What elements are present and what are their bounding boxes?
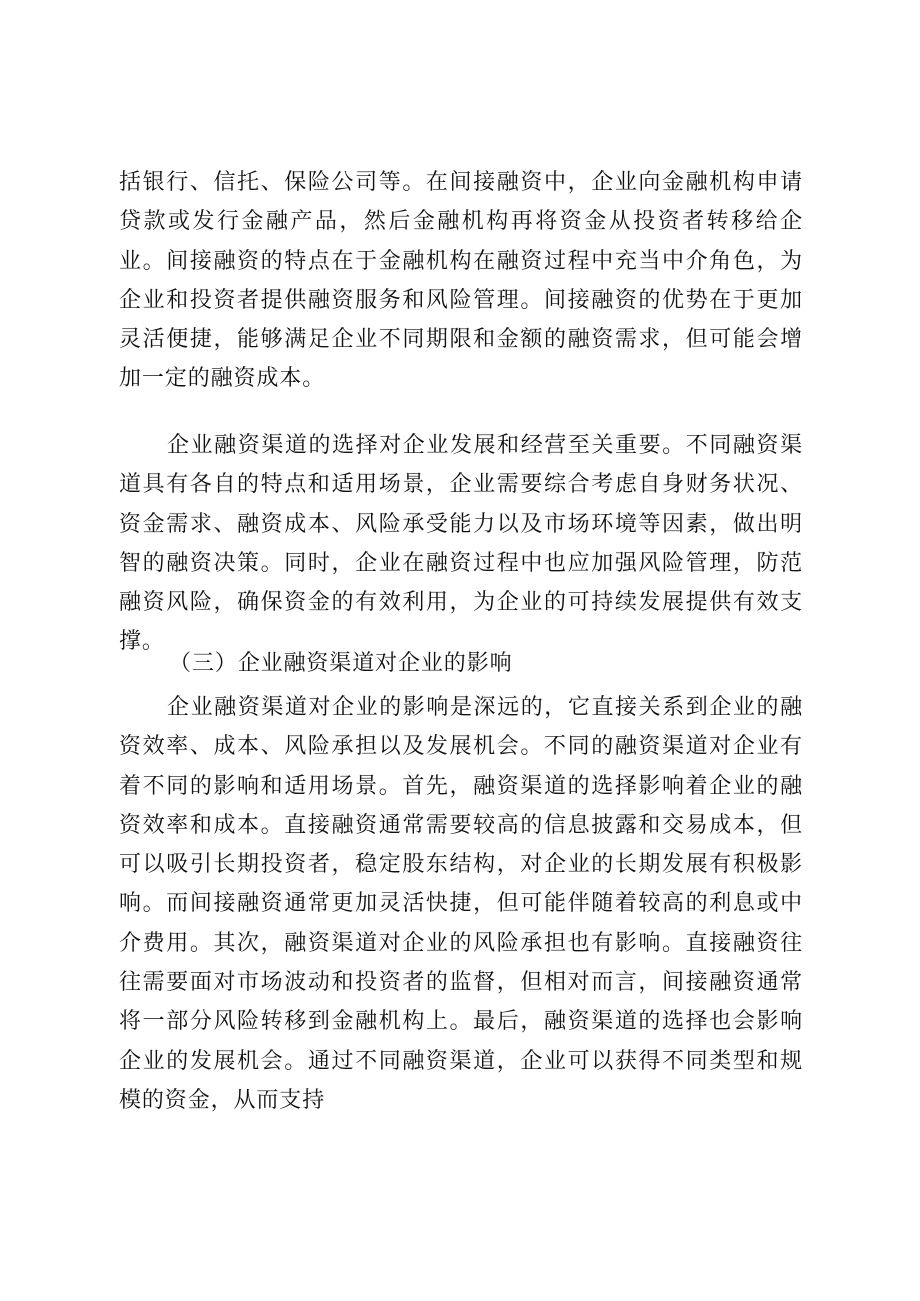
paragraph-channel-selection bbox=[119, 426, 803, 662]
section-heading-block bbox=[119, 644, 803, 683]
paragraph-text: 企业融资渠道的选择对企业发展和经营至关重要。不同融资渠道具有各自的特点和适用场景，企业需要综合考虑自身财务状况、资金需求、融资成本、风险承受能力以及市场环境等因素，做出明智的融资决策。同时，企业在融资过程中也应加强风险管理，防范融资风险，确保资金的有效利用，为企业的可持续发展提供有效支撑。 bbox=[119, 433, 803, 655]
paragraph-impact bbox=[119, 688, 803, 1120]
paragraph-continuation bbox=[119, 163, 803, 399]
paragraph-text: 括银行、信托、保险公司等。在间接融资中，企业向金融机构申请贷款或发行金融产品，然后金融机构再将资金从投资者转移给企业。间接融资的特点在于金融机构在融资过程中充当中介角色，为企业和投资者提供融资服务和风险管理。间接融资的优势在于更加灵活便捷，能够满足企业不同期限和金额的融资需求，但可能会增加一定的融资成本。 bbox=[119, 170, 803, 392]
section-heading: （三）企业融资渠道对企业的影响 bbox=[169, 651, 513, 676]
paragraph-text: 企业融资渠道对企业的影响是深远的，它直接关系到企业的融资效率、成本、风险承担以及发展机会。不同的融资渠道对企业有着不同的影响和适用场景。首先，融资渠道的选择影响着企业的融资效率和成本。直接融资通常需要较高的信息披露和交易成本，但可以吸引长期投资者，稳定股东结构，对企业的长期发展有积极影响。而间接融资通常更加灵活快捷，但可能伴随着较高的利息或中介费用。其次，融资渠道对企业的风险承担也有影响。直接融资往往需要面对市场波动和投资者的监督，但相对而言，间接融资通常将一部分风险转移到金融机构上。最后，融资渠道的选择也会影响企业的发展机会。通过不同融资渠道，企业可以获得不同类型和规模的资金，从而支持 bbox=[119, 695, 803, 1113]
